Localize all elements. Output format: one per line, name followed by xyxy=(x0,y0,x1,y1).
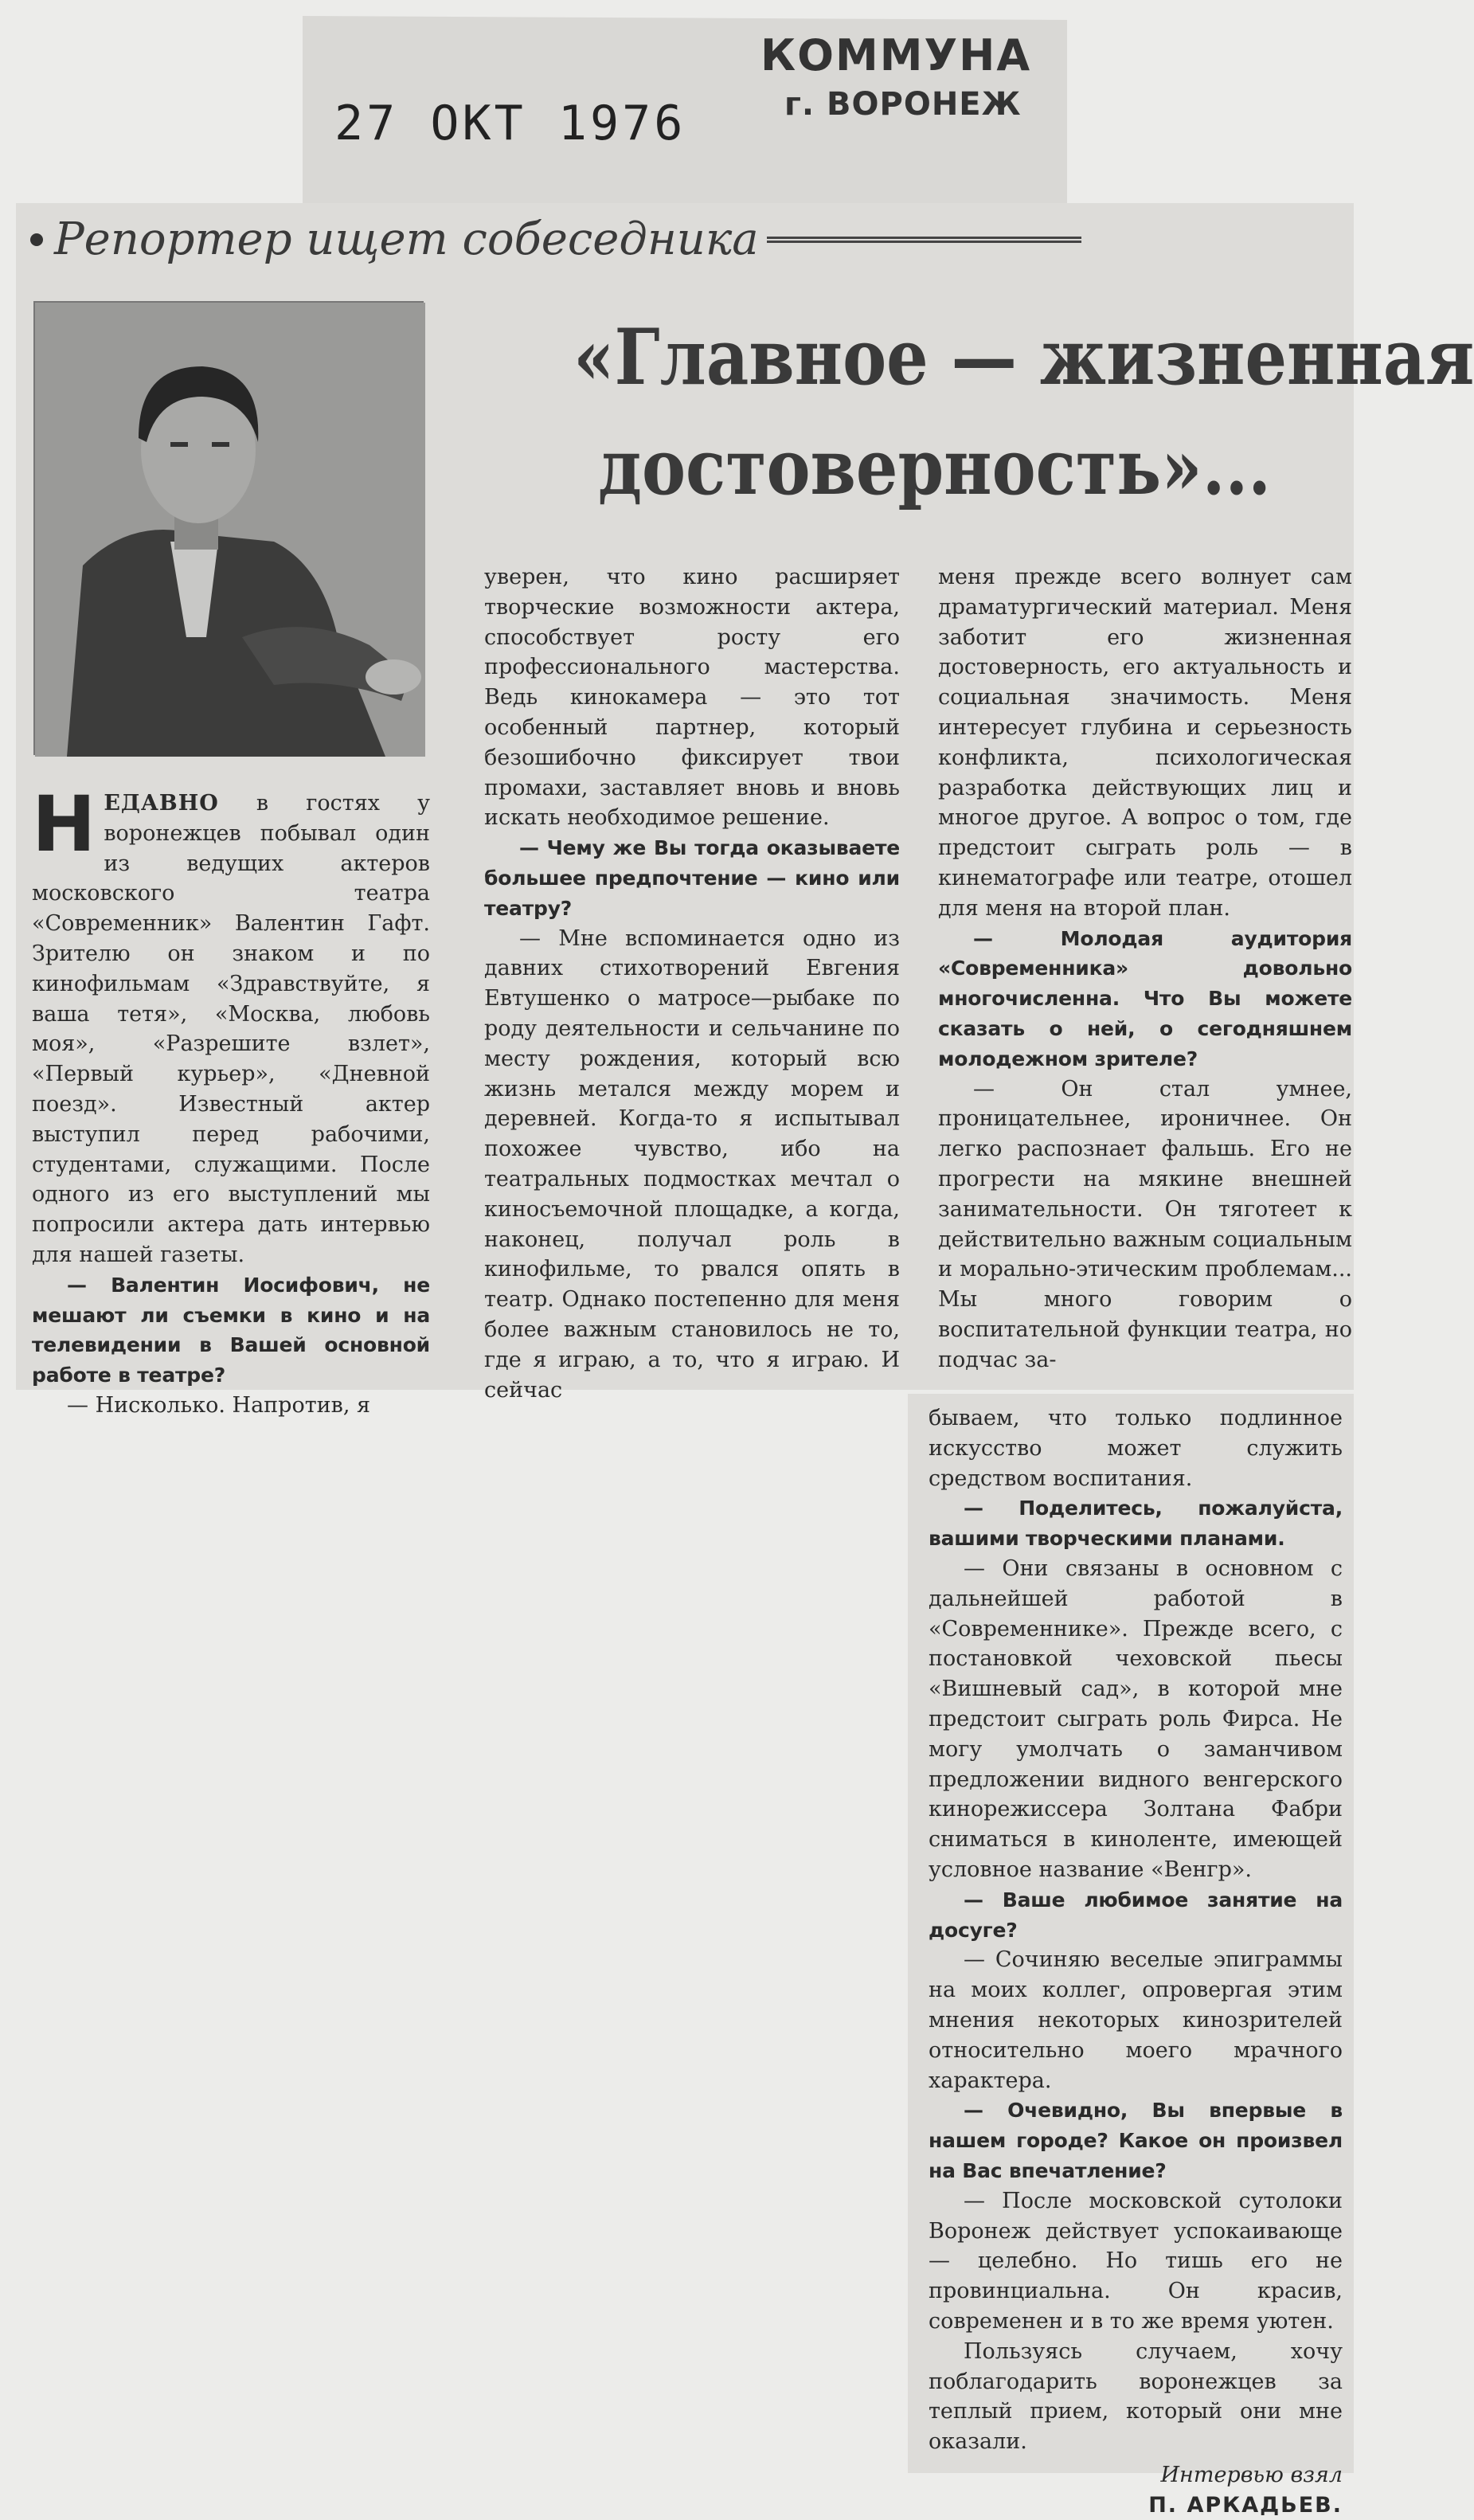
portrait-illustration xyxy=(35,303,425,757)
lead-word: ЕДАВНО xyxy=(104,791,219,816)
signature xyxy=(929,2460,1343,2520)
article-column-1 xyxy=(32,780,430,1421)
paragraph: уверен, что кино расширяет творческие возможности актера, способствует росту его профессионального мастерства. Ведь кинокамера — это тот особенный партнер, который безошибочно фиксирует твои промахи, заставляет вновь и вновь искать необходимое решение. xyxy=(484,565,900,831)
question: — Поделитесь, пожалуйста, вашими творческими планами. xyxy=(929,1497,1343,1551)
question: — Ваше любимое занятие на досуге? xyxy=(929,1888,1343,1942)
answer: — Нисколько. Напротив, я xyxy=(67,1392,371,1418)
paragraph: бываем, что только подлинное искусство может служить средством воспитания. xyxy=(929,1406,1343,1491)
answer: — Он стал умнее, проницательнее, ироничнее. Он легко распознает фальшь. Его не прогрести на мякине внешней занимательности. Он тяготеет к действительно важным социальным и морально-этическим проблемам... Мы много говорим о воспитательной функции театра, но подчас за- xyxy=(938,1076,1352,1372)
article-column-2 xyxy=(484,562,900,1405)
signature-author: П. АРКАДЬЕВ. xyxy=(1148,2492,1343,2518)
newspaper-name: КОММУНА xyxy=(760,30,1032,80)
answer: — Сочиняю веселые эпиграммы на моих коллег, опровергая этим мнения некоторых кинозрителей относительно моего мрачного характера. xyxy=(929,1947,1343,2093)
question: — Валентин Иосифович, не мешают ли съемки в кино и на телевидении в Вашей основной работе в театре? xyxy=(32,1273,430,1387)
rubric-text: Репортер ищет собеседника xyxy=(54,213,759,265)
answer: — После московской сутолоки Воронеж действует успокаивающе — целебно. Но тишь его не провинциальна. Он красив, современен и в то же время уютен. xyxy=(929,2188,1343,2334)
headline xyxy=(573,303,1474,522)
question: — Очевидно, Вы впервые в нашем городе? Какое он произвел на Вас впечатление? xyxy=(929,2099,1343,2182)
headline-line-2: достоверность»... xyxy=(597,422,1271,512)
headline-line-1: «Главное — жизненная xyxy=(573,312,1474,402)
lead-text: в гостях у воронежцев побывал один из ведущих актеров московского театра «Современник» Валентин Гафт. Зрителю он знаком и по кинофильмам «Здравствуйте, я ваша тетя», «Москва, любовь моя», «Разрешите взлет», «Первый курьер», «Дневной поезд». Известный актер выступил перед рабочими, студентами, служащими. После одного из его выступлений мы попросили актера дать интервью для нашей газеты. xyxy=(32,791,430,1267)
answer: — Мне вспоминается одно из давних стихотворений Евгения Евтушенко о матросе—рыбаке по роду деятельности и сельчанине по месту рождения, который всю жизнь метался между морем и деревней. Когда-то я испытывал похожее чувство, ибо на театральных подмостках мечтал о киносъемочной площадке, а когда, наконец, получал роль в кинофильме, то рвался опять в театр. Однако постепенно для меня более важным становилось не то, где я играю, а то, что я играю. И сейчас xyxy=(484,925,900,1403)
question: — Чему же Вы тогда оказываете большее предпочтение — кино или театру? xyxy=(484,836,900,920)
drop-cap: Н xyxy=(32,780,96,869)
signature-intro: Интервью взял xyxy=(1160,2462,1343,2487)
answer: — Они связаны в основном с дальнейшей работой в «Современнике». Прежде всего, с постановкой чеховской пьесы «Вишневый сад», в которой мне предстоит сыграть роль Фирса. Не могу умолчать о заманчивом предложении видного венгерского кинорежиссера Золтана Фабри сниматься в киноленте, имеющей условное название «Венгр». xyxy=(929,1555,1343,1882)
newspaper-city: г. ВОРОНЕЖ xyxy=(784,86,1022,123)
lead-paragraph xyxy=(32,780,430,1270)
rubric-rule xyxy=(767,237,1081,243)
question: — Молодая аудитория «Современника» довольно многочисленна. Что Вы можете сказать о ней, о сегодняшнем молодежном зрителе? xyxy=(938,926,1352,1070)
article-column-3 xyxy=(938,562,1352,1375)
portrait-photo xyxy=(33,301,424,755)
closing-paragraph: Пользуясь случаем, хочу поблагодарить воронежцев за теплый прием, который они мне оказали. xyxy=(929,2338,1343,2455)
bullet-icon xyxy=(30,233,43,246)
rubric xyxy=(30,213,1081,265)
article-column-4 xyxy=(929,1403,1343,2520)
date-stamp: 27 ОКТ 1976 xyxy=(334,96,686,151)
paragraph: меня прежде всего волнует сам драматургический материал. Меня заботит его жизненная достоверность, его актуальность и социальная значимость. Меня интересует глубина и серьезность конфликта, психологическая разработка действующих лиц и многое другое. А вопрос о том, где предстоит сыграть роль — в кинематографе или театре, отошел для меня на второй план. xyxy=(938,565,1352,921)
